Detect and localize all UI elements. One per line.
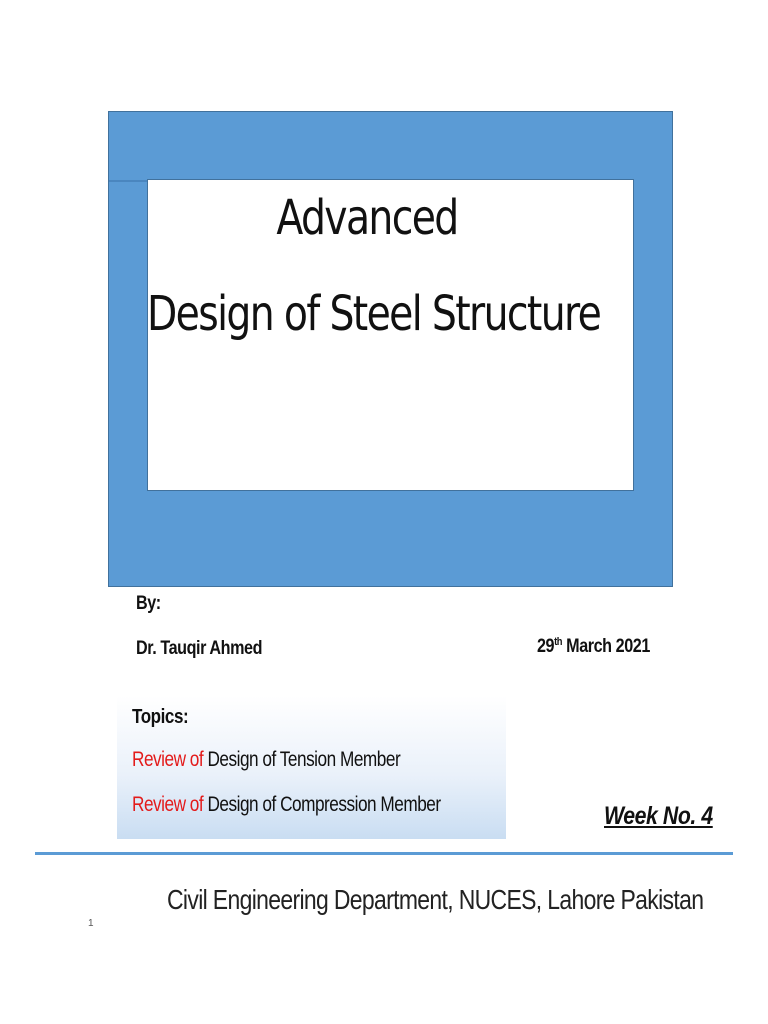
by-label: By: bbox=[136, 593, 161, 614]
date-month-year: March 2021 bbox=[562, 636, 650, 657]
date-suffix: th bbox=[554, 636, 563, 648]
topic-prefix: Review of bbox=[132, 793, 204, 816]
slide-title-line-2: Design of Steel Structure bbox=[147, 286, 601, 342]
presentation-date bbox=[537, 636, 650, 658]
department-footer: Civil Engineering Department, NUCES, Lahore Pakistan bbox=[167, 884, 704, 915]
date-day: 29 bbox=[537, 636, 555, 657]
topic-prefix: Review of bbox=[132, 748, 204, 771]
slide-title-line-1: Advanced bbox=[276, 190, 458, 246]
week-number: Week No. 4 bbox=[604, 802, 713, 830]
topics-heading: Topics: bbox=[132, 706, 189, 728]
frame-edge-line bbox=[109, 180, 149, 182]
page-number: 1 bbox=[88, 918, 94, 929]
author-name: Dr. Tauqir Ahmed bbox=[136, 638, 263, 659]
topic-text: Design of Tension Member bbox=[203, 748, 401, 771]
topic-text: Design of Compression Member bbox=[203, 793, 441, 816]
topic-item bbox=[132, 748, 400, 772]
divider-line bbox=[35, 852, 733, 855]
topic-item bbox=[132, 793, 441, 817]
